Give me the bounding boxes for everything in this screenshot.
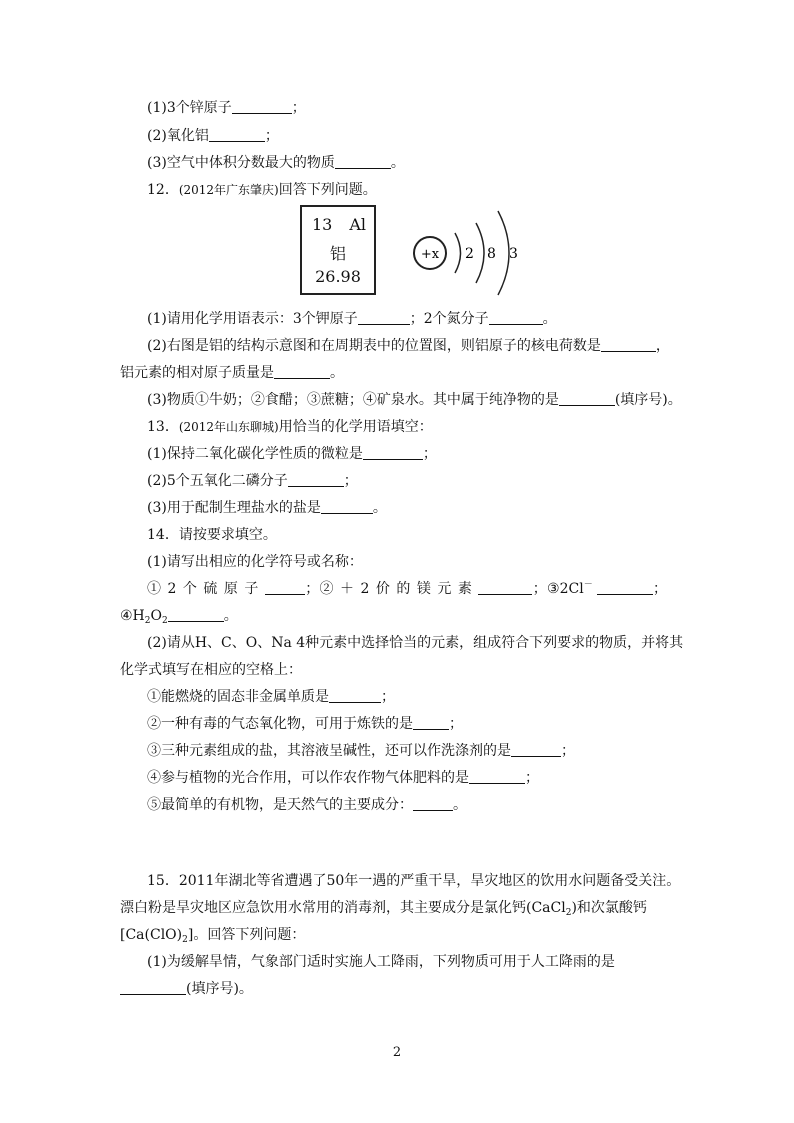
q11-item3-text: (3)空气中体积分数最大的物质 — [147, 155, 335, 171]
formula-o: O — [150, 608, 162, 624]
punct: 。 — [542, 311, 557, 327]
q12-heading — [147, 181, 377, 199]
s1-b-text: ②＋2价的镁元素 — [319, 581, 479, 597]
q15-item1-line2 — [120, 980, 253, 998]
q13-item3-text: (3)用于配制生理盐水的盐是 — [147, 500, 321, 516]
question-source: (2012年山东聊城) — [178, 420, 279, 434]
answer-blank[interactable] — [274, 364, 330, 379]
q12-item2-text-a: (2)右图是铝的结构示意图和在周期表中的位置图，则铝原子的核电荷数是 — [147, 338, 601, 354]
q14-sub1: (1)请写出相应的化学符号或名称： — [147, 554, 363, 570]
q12-item2-text-b: 铝元素的相对原子质量是 — [120, 365, 274, 381]
q13-item2-text: (2)5个五氧化二磷分子 — [147, 473, 288, 489]
punct: 。 — [223, 608, 238, 624]
atomic-structure-diagram — [410, 205, 530, 300]
q11-item2-text: (2)氧化铝 — [147, 128, 209, 144]
subscript: 2 — [161, 616, 168, 626]
answer-blank[interactable] — [559, 391, 615, 406]
q11-item1 — [147, 99, 306, 117]
punct: ； — [422, 446, 437, 462]
punct: ； — [532, 581, 547, 597]
element-name: 铝 — [329, 244, 346, 263]
q14-sub1-items — [147, 580, 667, 598]
punct: ； — [525, 770, 539, 786]
q11-item2 — [147, 127, 279, 145]
q11-item3 — [147, 154, 405, 172]
page-number: 2 — [392, 1045, 402, 1060]
c1-text: ①能燃烧的固态非金属单质是 — [147, 689, 329, 705]
answer-blank[interactable] — [597, 580, 653, 595]
q14-c1 — [147, 688, 395, 706]
q12-item2-line2 — [120, 364, 344, 382]
answer-blank[interactable] — [511, 742, 561, 757]
q12-item2-line1 — [147, 337, 670, 355]
q14-c4 — [147, 769, 539, 787]
q12-item3-text: (3)物质①牛奶；②食醋；③蔗糖；④矿泉水。其中属于纯净物的是 — [147, 392, 559, 408]
electron-shell-1 — [455, 233, 461, 273]
punct: 。 — [390, 155, 405, 171]
answer-blank[interactable] — [601, 337, 656, 352]
q13-item2 — [147, 472, 358, 490]
nucleus-charge: +x — [420, 247, 440, 262]
answer-blank[interactable] — [358, 310, 410, 325]
q13-heading — [147, 418, 433, 436]
answer-blank[interactable] — [335, 154, 391, 169]
q14-title: 14．请按要求填空。 — [147, 527, 277, 543]
q15-line2 — [120, 899, 647, 917]
answer-blank[interactable] — [321, 499, 373, 514]
q14-sub1-item4 — [120, 607, 238, 625]
answer-blank[interactable] — [209, 127, 265, 142]
subscript: 2 — [144, 616, 151, 626]
q15-line3-text-a: [Ca(ClO) — [120, 927, 183, 943]
answer-blank[interactable] — [413, 796, 453, 811]
element-symbol: Al — [349, 215, 366, 234]
q14-c3 — [147, 742, 575, 760]
answer-blank[interactable] — [288, 472, 344, 487]
punct: 。 — [453, 797, 467, 813]
c4-text: ④参与植物的光合作用，可以作农作物气体肥料的是 — [147, 770, 469, 786]
subscript: 2 — [182, 935, 188, 945]
shell-electron-count: 3 — [509, 246, 518, 262]
punct: 。 — [372, 500, 387, 516]
q11-item1-text: (1)3个锌原子 — [147, 100, 232, 116]
punct: ； — [305, 581, 320, 597]
answer-blank[interactable] — [489, 310, 543, 325]
periodic-table-cell — [300, 205, 376, 295]
q15-line3 — [120, 926, 305, 944]
answer-blank[interactable] — [265, 580, 305, 595]
q15-item1-end: (填序号)。 — [186, 981, 253, 997]
subscript: 2 — [565, 908, 572, 918]
q14-sub2-line1: (2)请从H、C、O、Na 4种元素中选择恰当的元素，组成符合下列要求的物质，并将其 — [147, 635, 684, 651]
punct: 。 — [330, 365, 344, 381]
question-number: 13． — [147, 419, 179, 435]
answer-blank[interactable] — [329, 688, 381, 703]
punct: (填序号)。 — [614, 392, 682, 408]
answer-blank[interactable] — [232, 99, 292, 114]
punct: ； — [381, 689, 395, 705]
c2-text: ②一种有毒的气态氧化物，可用于炼铁的是 — [147, 716, 413, 732]
atomic-number: 13 — [312, 215, 333, 234]
q15-line2-text-b: )和次氯酸钙 — [571, 900, 647, 916]
q14-c2 — [147, 715, 463, 733]
formula-h: ④H — [120, 608, 145, 624]
answer-blank[interactable] — [478, 580, 532, 595]
punct: ； — [561, 743, 575, 759]
punct: ； — [343, 473, 358, 489]
punct: ， — [655, 338, 670, 354]
q12-item1 — [147, 310, 557, 328]
atomic-mass: 26.98 — [315, 267, 361, 286]
punct: ； — [449, 716, 463, 732]
answer-blank[interactable] — [469, 769, 525, 784]
s1-a — [147, 580, 305, 598]
q13-item1 — [147, 445, 437, 463]
answer-blank[interactable] — [363, 445, 423, 460]
charge-sup: － — [583, 580, 593, 590]
q12-item1-text-b: ；2个氮分子 — [409, 311, 489, 327]
question-stem: 用恰当的化学用语填空： — [278, 419, 433, 435]
q15-line1: 15．2011年湖北等省遭遇了50年一遇的严重干旱，旱灾地区的饮用水问题备受关注。 — [147, 873, 681, 889]
s1-b — [320, 580, 533, 598]
answer-blank[interactable] — [413, 715, 449, 730]
question-source: (2012年广东肇庆) — [178, 183, 279, 197]
electron-shell-2 — [476, 223, 484, 283]
question-number: 12． — [147, 182, 179, 198]
electron-shell-3 — [498, 211, 509, 295]
q13-item3 — [147, 499, 387, 517]
c3-text: ③三种元素组成的盐，其溶液呈碱性，还可以作洗涤剂的是 — [147, 743, 511, 759]
q12-item1-text-a: (1)请用化学用语表示：3个钾原子 — [147, 311, 358, 327]
q14-c5 — [147, 796, 467, 814]
question-stem: 回答下列问题。 — [278, 182, 377, 198]
punct: ； — [291, 100, 306, 116]
s1-a-text: ①2个硫原子 — [147, 581, 265, 597]
q15-line3-text-b: ]。回答下列问题： — [187, 927, 306, 943]
c5-text: ⑤最简单的有机物，是天然气的主要成分： — [147, 797, 413, 813]
q12-item3 — [147, 391, 682, 409]
shell-electron-count: 8 — [487, 246, 496, 262]
s1-c — [547, 580, 653, 598]
s1-c-text: ③2Cl — [547, 581, 584, 597]
shell-electron-count: 2 — [465, 246, 474, 262]
q13-item1-text: (1)保持二氧化碳化学性质的微粒是 — [147, 446, 363, 462]
answer-blank[interactable] — [168, 607, 224, 622]
punct: ； — [653, 581, 667, 597]
answer-blank[interactable] — [120, 980, 186, 995]
q14-sub2-line2: 化学式填写在相应的空格上： — [120, 662, 302, 678]
q15-item1: (1)为缓解旱情，气象部门适时实施人工降雨，下列物质可用于人工降雨的是 — [147, 954, 615, 970]
q15-line2-text-a: 漂白粉是旱灾地区应急饮用水常用的消毒剂，其主要成分是氯化钙(CaCl — [120, 900, 566, 916]
punct: ； — [264, 128, 279, 144]
